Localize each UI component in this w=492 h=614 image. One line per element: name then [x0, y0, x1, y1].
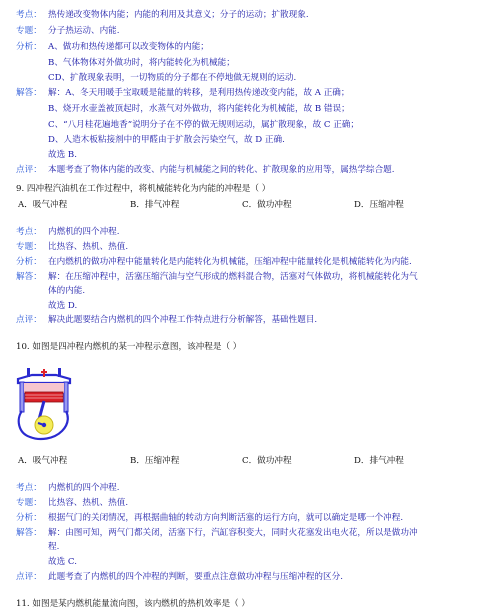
zhuanti-text: 比热容、热机、热值. [48, 242, 129, 252]
jieda-row [0, 285, 492, 297]
fenxi-label: 分析： [16, 42, 42, 52]
dianping-label: 点评： [16, 165, 42, 175]
jieda-row [0, 103, 492, 115]
engine-diagram [14, 367, 76, 441]
jieda-line: 解：A、冬天用暖手宝取暖是能量的转移，是利用热传递改变内能，故 A 正确； [48, 88, 350, 98]
kaodian-label: 考点： [16, 10, 42, 20]
jieda-row [0, 134, 492, 146]
fenxi-text: 根据气门的关闭情况，再根据曲轴的转动方向判断活塞的运行方向，就可以确定是哪一个冲程. [48, 513, 404, 523]
jieda-row [0, 149, 492, 161]
cylinder-wall-right [64, 382, 68, 412]
question-9-options [0, 199, 492, 211]
option-a: A．吸气冲程 [18, 200, 68, 210]
option-b: B．压缩冲程 [130, 456, 180, 466]
jieda-row [0, 527, 492, 539]
kaodian-text: 内燃机的四个冲程. [48, 227, 120, 237]
kaodian-row [0, 9, 492, 21]
fenxi-label: 分析： [16, 513, 42, 523]
dianping-row [0, 164, 492, 176]
jieda-line: 解：在压缩冲程中，活塞压缩汽油与空气形成的燃料混合物，活塞对气体做功，将机械能转化为气 [48, 272, 418, 282]
jieda-label: 解答： [16, 528, 42, 538]
jieda-line: 解：由图可知，两气门都关闭，活塞下行，汽缸容积变大，同时火花塞发出电火花，所以是做功冲 [48, 528, 418, 538]
zhuanti-label: 专题： [16, 242, 42, 252]
zhuanti-text: 比热容、热机、热值. [48, 498, 129, 508]
question-11-text: 11. 如图是某内燃机能量流向图，该内燃机的热机效率是（ ） [16, 599, 250, 609]
piston [25, 392, 63, 402]
combustion-chamber [24, 383, 64, 393]
jieda-row [0, 541, 492, 553]
fenxi-row [0, 256, 492, 268]
option-d: D．压缩冲程 [354, 200, 404, 210]
dianping-row [0, 571, 492, 583]
fenxi-line: A、做功和热传递都可以改变物体的内能； [48, 42, 209, 52]
dianping-row [0, 314, 492, 326]
jieda-line: B、烧开水壶盖被顶起时，水蒸气对外做功，将内能转化为机械能，故 B 错误； [48, 104, 350, 114]
jieda-row [0, 556, 492, 568]
jieda-line: 体的内能. [48, 286, 86, 296]
jieda-row [0, 87, 492, 99]
fenxi-text: 在内燃机的做功冲程中能量转化是内能转化为机械能，压缩冲程中能量转化是机械能转化为内能. [48, 257, 412, 267]
kaodian-label: 考点： [16, 483, 42, 493]
option-b: B．排气冲程 [130, 200, 180, 210]
fenxi-row [0, 512, 492, 524]
question-9-text: 9. 四冲程汽油机在工作过程中，将机械能转化为内能的冲程是（ ） [16, 184, 271, 194]
zhuanti-row [0, 25, 492, 37]
zhuanti-label: 专题： [16, 498, 42, 508]
jieda-line: 故选 C. [48, 557, 77, 567]
fenxi-row [0, 41, 492, 53]
jieda-row [0, 271, 492, 283]
jieda-line: 故选 D. [48, 301, 78, 311]
kaodian-text: 内燃机的四个冲程. [48, 483, 120, 493]
question-10 [0, 341, 492, 353]
dianping-text: 解决此题要结合内燃机的四个冲程工作特点进行分析解答，基础性题目. [48, 315, 318, 325]
question-10-text: 10. 如图是四冲程内燃机的某一冲程示意图，该冲程是（ ） [16, 342, 242, 352]
dianping-text: 此题考查了内燃机的四个冲程的判断，要重点注意做功冲程与压缩冲程的区分. [48, 572, 343, 582]
option-a: A．吸气冲程 [18, 456, 68, 466]
question-11 [0, 598, 492, 610]
dianping-text: 本题考查了物体内能的改变、内能与机械能之间的转化、扩散现象的应用等，属热学综合题. [48, 165, 395, 175]
dianping-label: 点评： [16, 572, 42, 582]
fenxi-row [0, 72, 492, 84]
option-c: C．做功冲程 [242, 456, 292, 466]
jieda-label: 解答： [16, 272, 42, 282]
zhuanti-row [0, 497, 492, 509]
question-9 [0, 183, 492, 195]
jieda-line: D、人造木板粘接剂中的甲醛由于扩散会污染空气，故 D 正确. [48, 135, 285, 145]
cylinder-wall-left [20, 382, 24, 412]
zhuanti-text: 分子热运动、内能. [48, 26, 120, 36]
fenxi-line: B、气体物体对外做功时，将内能转化为机械能； [48, 58, 235, 68]
zhuanti-row [0, 241, 492, 253]
kaodian-row [0, 226, 492, 238]
dianping-label: 点评： [16, 315, 42, 325]
option-c: C．做功冲程 [242, 200, 292, 210]
jieda-row [0, 119, 492, 131]
jieda-line: 程. [48, 542, 60, 552]
kaodian-row [0, 482, 492, 494]
kaodian-label: 考点： [16, 227, 42, 237]
jieda-row [0, 300, 492, 312]
fenxi-line: CD、扩散现象表明，一切物质的分子都在不停地做无规则的运动. [48, 73, 297, 83]
jieda-label: 解答： [16, 88, 42, 98]
fenxi-label: 分析： [16, 257, 42, 267]
option-d: D．排气冲程 [354, 456, 404, 466]
zhuanti-label: 专题： [16, 26, 42, 36]
question-10-options [0, 455, 492, 467]
kaodian-text: 热传递改变物体内能；内能的利用及其意义；分子的运动；扩散现象. [48, 10, 309, 20]
fenxi-row [0, 57, 492, 69]
jieda-line: C、“八月桂花遍地香”说明分子在不停的做无规则运动，属扩散现象，故 C 正确； [48, 120, 359, 130]
jieda-line: 故选 B. [48, 150, 77, 160]
